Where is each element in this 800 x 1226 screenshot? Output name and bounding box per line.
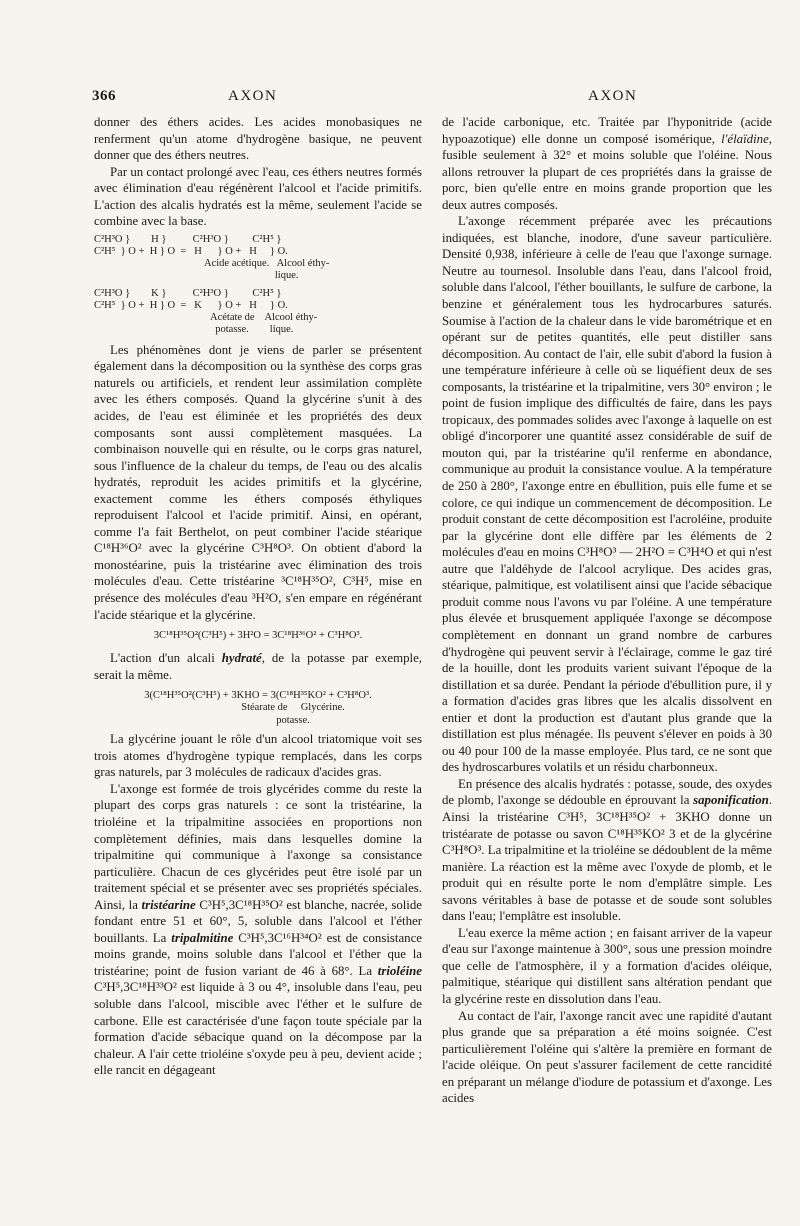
- page-number: 366: [92, 88, 116, 104]
- paragraph: L'axonge récemment préparée avec les précautions indiquées, est blanche, inodore, d'une saveur particulière. Densité 0,938, inférieure à celle de l'eau que l'axonge surnage. Neutre au tournesol. Insoluble dans l'eau, dans l'alcool froid, soluble dans l'alcool, l'éther bouillants, le sulfure de carbone, la benzine et généralement tous les hydrocarbures saturés. Soumise à l'action de la chaleur dans le vide barométrique et en opérant sur de petites quantités, elle peut distiller sans décomposition. Au contact de l'air, elle subit d'abord la fusion à une température inférieure à celle où se liquéfient deux de ses composants, la tristéarine et la tripalmitine, vers 30° environ ; le point de fusion implique des difficultés de faire, dans les pays tropicaux, des pommades solides avec l'axonge à laquelle on est obligé d'incorporer une quantité assez considérable de suif de mouton qui, par la tristéarine qu'il renferme en abondance, communique au produit la consistance voulue. A la température de 250 à 280°, l'axonge entre en ébullition, puis elle fume et se colore, ce qui indique un commencement de décomposition. Le produit constant de cette décomposition est l'acroléine, produite par la glycérine dont elle diffère par les éléments de 2 molécules d'eau en moins C³H⁸O³ — 2H²O = C³H⁴O et qui n'est autre que l'aldéhyde de l'alcool acrylique. Des acides gras, stéarique, palmitique, est volatilisent ainsi que l'acide sébacique produit comme nous l'avons vu par l'oléine. A une température plus élevée et brusquement appliquée l'axonge se décompose complètement en donnant un grand nombre de carbures d'hydrogène qui peuvent servir à l'éclairage, comme le gaz tiré de la houille, dont les produits varient suivant l'époque de la distillation et sa durée. Pendant la période d'ébullition pure, il y a formation d'acides gras libres que les alcalis dissolvent en entier et dont la production est d'autant plus grande que la distillation est plus ménagée. Ils peuvent s'élever en poids à 30 ou 40 pour 100 de la masse employée. Plus tard, ce ne sont que des hydroscarbures volatils et un résidu charbonneux.: [442, 214, 772, 775]
- paragraph: donner des éthers acides. Les acides monobasiques ne renferment qu'un atome d'hydrogène basique, ne peuvent donner que des éthers neutres.: [94, 115, 422, 163]
- right-column: [442, 114, 772, 1107]
- formula-acetic: [94, 234, 422, 282]
- formula-stearine-hydrolysis: 3C¹⁸H³⁵O²(C³H⁵) + 3H²O = 3C¹⁸H³⁶O² + C³H⁸O³.: [153, 630, 363, 642]
- formula-acetate: [94, 288, 422, 336]
- formula-saponification: 3(C¹⁸H³⁵O²(C³H⁵) + 3KHO = 3(C¹⁸H³⁵KO² + C³H⁸O³.: [144, 690, 372, 702]
- formula-line: C²H⁵ } O + H } O = K } O + H } O.: [94, 299, 288, 311]
- paragraph: La glycérine jouant le rôle d'un alcool triatomique voit ses trois atomes d'hydrogène typique remplacés, dans les corps gras naturels, par 3 molécules de radicaux d'acides gras.: [94, 732, 422, 780]
- formula-line: C²H³O } K } C²H³O } C²H⁵ }: [94, 287, 282, 299]
- formula-caption: Acide acétique. Alcool éthy- lique.: [204, 257, 330, 281]
- running-head-right: AXON: [588, 88, 638, 104]
- paragraph: de l'acide carbonique, etc. Traitée par l'hyponitride (acide hypoazotique) elle donne un composé isomérique, l'élaïdine, fusible seulement à 32° et moins soluble que l'oléine. Nous allons retrouver la plupart de ces propriétés dans la graisse de porc, bien qu'elle entre en moins grande proportion que les deux autres composés.: [442, 115, 772, 212]
- running-head-left: AXON: [228, 88, 278, 104]
- formula-caption: Stéarate de Glycérine. potasse.: [241, 702, 345, 726]
- formula-caption: Acétate de Alcool éthy- potasse. lique.: [210, 311, 318, 335]
- paragraph: Les phénomènes dont je viens de parler se présentent également dans la décomposition ou la synthèse des corps gras naturels ou artificiels, et rendent leur assimilation complète avec les éthers composés. Quand la glycérine s'unit à des acides, de l'eau est éliminée et les propriétés des deux composants sont aussi complètement masquées. La combinaison nouvelle qui en résulte, ou le corps gras naturel, sous l'influence de la chaleur du temps, de l'eau ou des alcalis hydratés, reproduit les acides primitifs et la glycérine, exactement comme les éthers composés éthyliques reproduisent l'alcool et l'acide primitif. Ainsi, en opérant, comme l'a fait Berthelot, on peut combiner l'acide stéarique C¹⁸H³⁶O² avec la glycérine C³H⁸O³. On obtient d'abord la monostéarine, puis la tristéarine avec élimination des trois molécules d'eau. Cette tristéarine ³C¹⁸H³⁵O², C³H⁵, mise en présence des molécules d'eau ³H²O, s'en empare en régénérant l'acide stéarique et la glycérine.: [94, 342, 422, 622]
- formula-line: C²H³O } H } C²H³O } C²H⁵ }: [94, 233, 282, 245]
- paragraph: Par un contact prolongé avec l'eau, ces éthers neutres formés avec élimination d'eau régénèrent l'alcool et l'acide primitifs. L'action des alcalis hydratés est la même, seulement l'acide se combine avec la base.: [94, 164, 422, 229]
- left-column: [94, 114, 422, 1079]
- paragraph: L'axonge est formée de trois glycérides comme du reste la plupart des corps gras naturels : ce sont la tristéarine, la trioléine et la tripalmitine associées en proportions non complètement définies, mais dans lesquelles domine la tripalmitine qui communique à l'axonge sa consistance particulière. Chacun de ces glycérides peut être isolé par un traitement spécial et se présenter avec ses propriétés spéciales. Ainsi, la tristéarine C³H⁵,3C¹⁸H³⁵O² est blanche, nacrée, solide fondant entre 51 et 60°, 5, soluble dans l'alcool et l'éther bouillants. La tripalmitine C³H⁵,3C¹⁶H³⁴O² est de consistance moins grande, moins soluble dans l'alcool et l'éther que la tristéarine; point de fusion variant de 46 à 68°. La trioléine C³H⁵,3C¹⁸H³³O² est liquide à 3 ou 4°, insoluble dans l'eau, peu soluble dans l'alcool, miscible avec l'éther et le sulfure de carbone. Elle est caractérisée d'une façon toute spéciale par la formation d'acide sébacique quand on la décompose par la chaleur. A l'air cette trioléine s'oxyde peu à peu, devient acide ; elle rancit en dégageant: [94, 781, 422, 1078]
- paragraph: Au contact de l'air, l'axonge rancit avec une rapidité d'autant plus grande que sa préparation a été moins soignée. C'est particulièrement l'oléine qui s'altère la première en formant de l'acide oléique. On peut s'assurer facilement de cette rancidité en préparant un mélange d'iodure de potassium et d'axonge. Les acides: [442, 1008, 772, 1106]
- paragraph: L'action d'un alcali hydraté, de la potasse par exemple, serait la même.: [94, 651, 422, 682]
- formula-line: C²H⁵ } O + H } O = H } O + H } O.: [94, 245, 288, 257]
- paragraph: En présence des alcalis hydratés : potasse, soude, des oxydes de plomb, l'axonge se dédouble en éprouvant la saponification. Ainsi la tristéarine C³H⁵, 3C¹⁸H³⁵O² + 3KHO donne un tristéarate de potasse ou savon C¹⁸H³⁵KO² 3 et de la glycérine C³H⁸O³. La tripalmitine et la trioléine se dédoublent de la même manière. La réaction est la même avec l'oxyde de plomb, et le produit qui en résulte porte le nom d'emplâtre simple. Les savons véritables à base de potasse et de soude sont solubles dans l'eau; l'emplâtre est insoluble.: [442, 776, 772, 924]
- paragraph: L'eau exerce la même action ; en faisant arriver de la vapeur d'eau sur l'axonge maintenue à 300°, sous une pression moindre que celle de l'atmosphère, il y a formation d'acides oléique, palmitique, stéarique qui distillent sans altération pendant que la glycérine reste en dissolution dans l'eau.: [442, 925, 772, 1006]
- page-header: [0, 88, 800, 108]
